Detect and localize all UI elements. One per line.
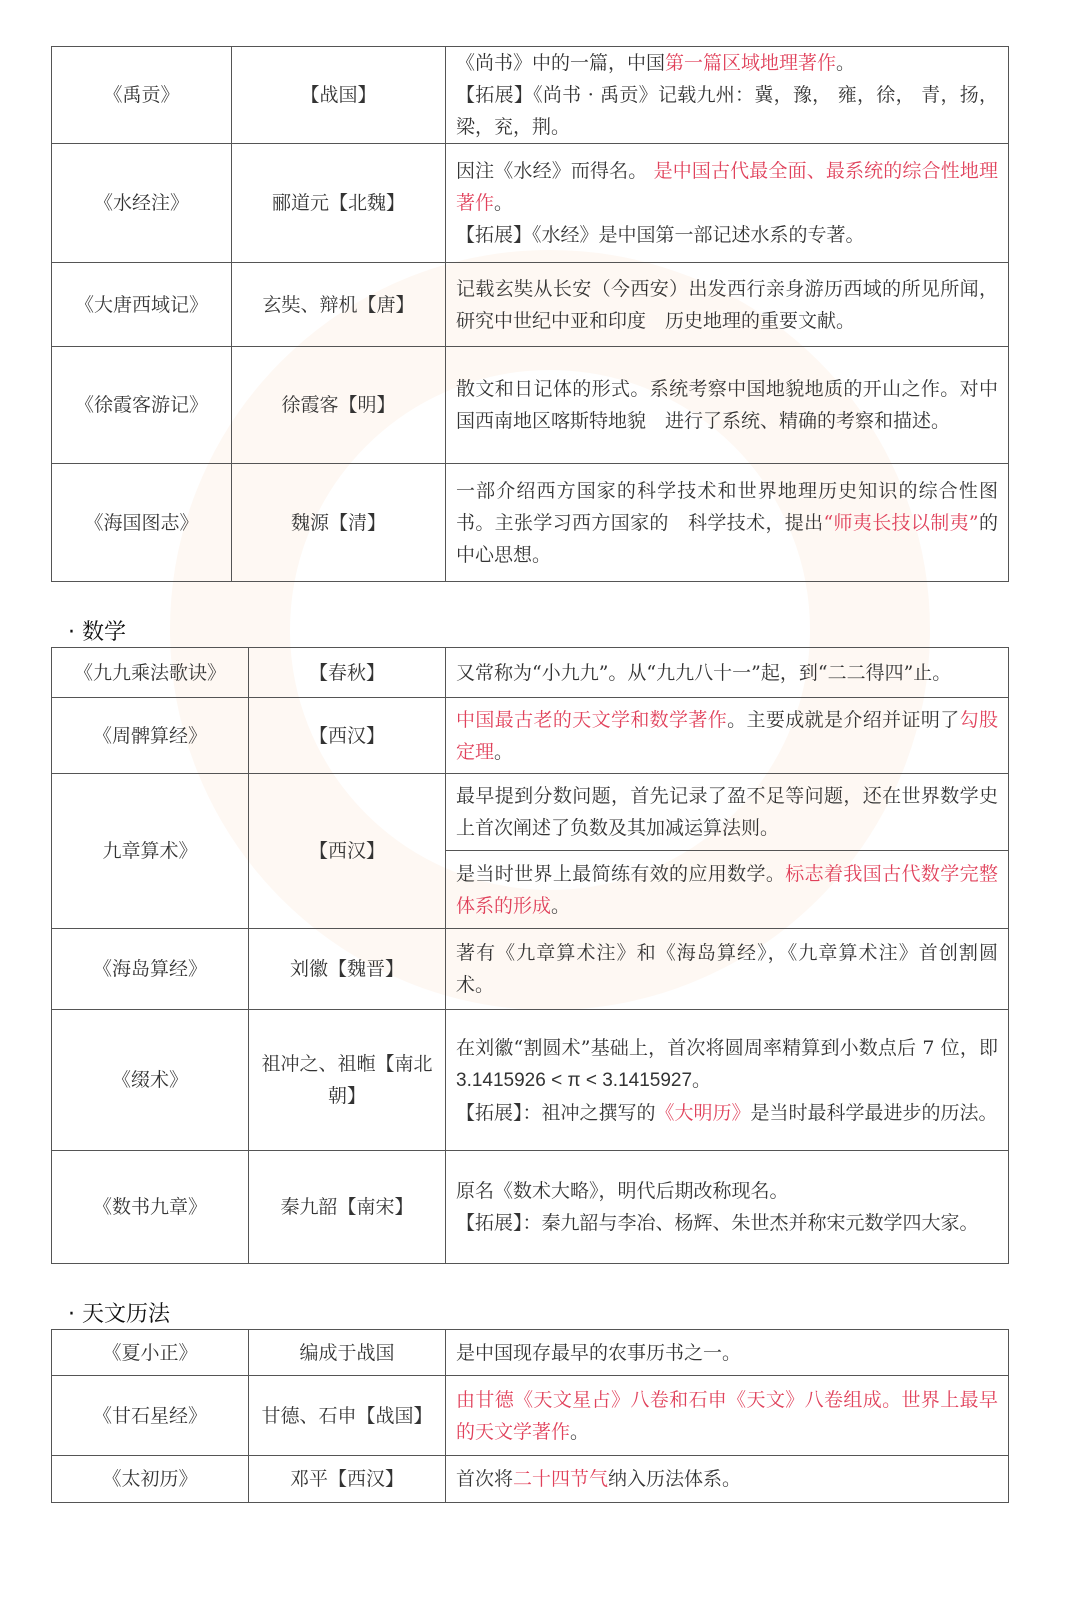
work-description	[446, 1151, 1009, 1264]
description-text: 记载玄奘从长安（今西安）出发西行亲身游历西域的所见所闻，研究中世纪中亚和印度 历史地理的重要文献。	[456, 277, 998, 332]
highlight-text: “师夷长技以制夷”	[823, 511, 979, 534]
description-text: 《尚书》中的一篇，中国	[456, 52, 666, 74]
table-row	[52, 774, 1009, 851]
author-era: 徐霞客【明】	[232, 347, 446, 464]
description-text: 。	[692, 1068, 712, 1091]
highlight-text: 二十四节气	[513, 1468, 609, 1490]
description-text: 纳入历法体系。	[608, 1468, 742, 1490]
work-title: 《徐霞客游记》	[52, 347, 232, 464]
description-text: 又常称为“小九九”。从“九九八十一”起，到“二二得四”止。	[456, 661, 952, 684]
highlight-text: 由甘德《天文星占》八卷和石申《天文》八卷组成。世界上最早的天文学著作	[456, 1388, 998, 1443]
work-title: 《水经注》	[52, 144, 232, 263]
highlight-text: 《大明历》	[655, 1101, 751, 1124]
author-era: 祖冲之、祖暅【南北朝】	[249, 1010, 446, 1151]
description-text: 。	[551, 894, 571, 917]
table-row	[52, 1010, 1009, 1151]
description-text: 3.1415926 < π < 3.1415927	[456, 1069, 693, 1091]
highlight-text: 勾股定理	[456, 708, 998, 763]
description-text: 。	[494, 740, 514, 763]
table-row	[52, 347, 1009, 464]
table-row	[52, 263, 1009, 347]
work-title: 《海岛算经》	[52, 929, 249, 1010]
author-era: 【战国】	[232, 47, 446, 144]
work-description	[446, 1330, 1009, 1376]
work-title: 《夏小正》	[52, 1330, 249, 1376]
description-text: 是当时世界上最简练有效的应用数学。	[456, 862, 786, 885]
work-description	[446, 929, 1009, 1010]
description-text: 。主要成就是介绍并证明了	[727, 708, 960, 731]
work-title: 九章算术》	[52, 774, 249, 929]
description-text: 著有《九章算术注》和《海岛算经》，《九章算术注》首创割圆术。	[456, 942, 998, 996]
author-era: 郦道元【北魏】	[232, 144, 446, 263]
section-heading-astronomy: · 天文历法	[68, 1302, 170, 1327]
section-heading-math: · 数学	[68, 620, 126, 645]
work-title: 《九九乘法歌诀》	[52, 648, 249, 698]
author-era: 玄奘、辩机【唐】	[232, 263, 446, 347]
work-description	[446, 774, 1009, 851]
table-row	[52, 144, 1009, 263]
work-title: 《甘石星经》	[52, 1376, 249, 1456]
author-era: 魏源【清】	[232, 464, 446, 582]
highlight-text: 中国最古老的天文学和数学著作	[456, 708, 728, 731]
author-era: 【西汉】	[249, 698, 446, 774]
work-title: 《海国图志》	[52, 464, 232, 582]
description-text: 散文和日记体的形式。系统考察中国地貌地质的开山之作。对中国西南地区喀斯特地貌 进行了系统、精确的考察和描述。	[456, 378, 998, 432]
work-description	[446, 464, 1009, 582]
work-description	[446, 698, 1009, 774]
table-row	[52, 648, 1009, 698]
author-era: 邓平【西汉】	[249, 1456, 446, 1503]
description-text: 首次将	[456, 1468, 514, 1490]
author-era: 【西汉】	[249, 774, 446, 929]
description-text: 是当时最科学最进步的历法。	[750, 1101, 998, 1124]
highlight-text: 是中国古代最全面、最系统的综合性地理著作	[456, 160, 998, 214]
description-text: 【拓展】《尚书 · 禹贡》记载九州：冀，豫， 雍，徐， 青，扬，梁，兖，荆。	[456, 84, 998, 138]
work-title: 《周髀算经》	[52, 698, 249, 774]
table-row	[52, 929, 1009, 1010]
table-row	[52, 47, 1009, 144]
table-row	[52, 1376, 1009, 1456]
description-text: 的中心思想。	[456, 511, 998, 566]
highlight-text: 标志着我国古代数学完整体系的形成	[456, 862, 998, 917]
work-description	[446, 144, 1009, 263]
geography-table	[51, 46, 1009, 582]
author-era: 编成于战国	[249, 1330, 446, 1376]
author-era: 秦九韶【南宋】	[249, 1151, 446, 1264]
work-description	[446, 347, 1009, 464]
table-row	[52, 698, 1009, 774]
description-text: 。	[570, 1420, 590, 1443]
work-title: 《太初历》	[52, 1456, 249, 1503]
work-title: 《缀术》	[52, 1010, 249, 1151]
work-description	[446, 263, 1009, 347]
table-row	[52, 464, 1009, 582]
work-description	[446, 1010, 1009, 1151]
description-text: 因注《水经》而得名。	[456, 160, 654, 182]
work-description	[446, 47, 1009, 144]
table-row	[52, 1456, 1009, 1503]
description-text: 最早提到分数问题，首先记录了盈不足等问题，还在世界数学史上首次阐述了负数及其加减运算法则。	[456, 785, 998, 839]
description-text: 原名《数术大略》，明代后期改称现名。	[456, 1180, 789, 1202]
table-row	[52, 1151, 1009, 1264]
work-description	[446, 1376, 1009, 1456]
description-text: 【拓展】《水经》是中国第一部记述水系的专著。	[456, 224, 865, 246]
author-era: 【春秋】	[249, 648, 446, 698]
description-text: 【拓展】：祖冲之撰写的	[456, 1101, 656, 1124]
highlight-text: 第一篇区域地理著作	[665, 52, 837, 74]
table-row	[52, 1330, 1009, 1376]
description-text: 一部介绍西方国家的科学技术和世界地理历史知识的综合性图书。主张学习西方国家的 科学技术，提出	[456, 479, 998, 534]
description-text: 。	[494, 192, 514, 214]
description-text: 【拓展】：秦九韶与李冶、杨辉、朱世杰并称宋元数学四大家。	[456, 1212, 979, 1234]
work-description	[446, 1456, 1009, 1503]
work-description	[446, 648, 1009, 698]
author-era: 甘德、石申【战国】	[249, 1376, 446, 1456]
math-table	[51, 647, 1009, 1264]
work-description	[446, 851, 1009, 929]
astronomy-table	[51, 1329, 1009, 1503]
description-text: 在刘徽“割圆术”基础上，首次将圆周率精算到小数点后 7 位，即	[456, 1036, 998, 1059]
author-era: 刘徽【魏晋】	[249, 929, 446, 1010]
description-text: 是中国现存最早的农事历书之一。	[456, 1341, 742, 1364]
work-title: 《数书九章》	[52, 1151, 249, 1264]
work-title: 《大唐西域记》	[52, 263, 232, 347]
description-text: 。	[836, 52, 856, 74]
work-title: 《禹贡》	[52, 47, 232, 144]
